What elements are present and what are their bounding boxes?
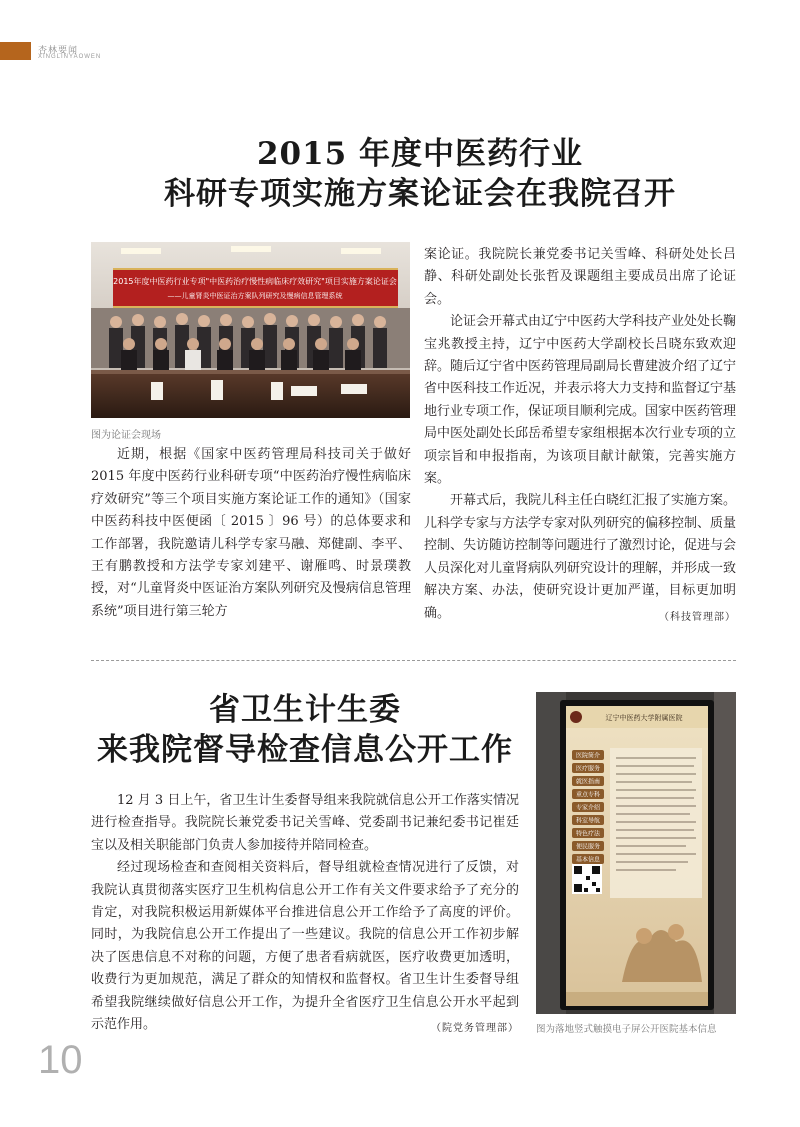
- photo-banner-text-2: ——儿童肾炎中医证治方案队列研究及慢病信息管理系统: [167, 292, 343, 300]
- kiosk-menu-label: 基本信息: [575, 856, 601, 864]
- article1-paragraph-1: 近期，根据《国家中医药管理局科技司关于做好 2015 年度中医药行业科研专项“中医药治疗慢性病临床疗效研究”等三个项目实施方案论证工作的通知》（国家中医药科技中医便函〔 2015 〕96 号）的总体要求和工作部署，我院邀请儿科学专家马融、郑健副、李平、王有鹏教授和方法学专家刘建平、谢雁鸣、时景璞教授，对“儿童肾炎中医证治方案队列研究及慢病信息管理系统”项目进行第三轮方: [91, 447, 411, 619]
- article2-title: [91, 690, 519, 770]
- kiosk-photo-illustration: [536, 692, 736, 1014]
- article1-photo: [91, 242, 410, 418]
- header-accent-bar: [0, 42, 31, 60]
- article2-signature: （院党务管理部）: [431, 1023, 519, 1035]
- article1-title-line1: 2015 年度中医药行业: [256, 136, 584, 172]
- article1-paragraph-3: [424, 490, 736, 624]
- kiosk-menu-label: 便民服务: [575, 843, 601, 851]
- article2-column: [91, 790, 519, 1040]
- article1-title-line2: 科研专项实施方案论证会在我院召开: [164, 176, 676, 212]
- article1-title: [100, 134, 740, 214]
- article2-paragraph-1: 12 月 3 日上午，省卫生计生委督导组来我院就信息公开工作落实情况进行检查指导。我院院长兼党委书记关雪峰、党委副书记兼纪委书记崔廷宝以及相关职能部门负责人参加接待并陪同检查。: [91, 793, 519, 853]
- article1-paragraph-1-cont: 案论证。我院院长兼党委书记关雪峰、科研处处长吕静、科研处副处长张哲及课题组主要成员出席了论证会。: [424, 247, 736, 307]
- kiosk-menu-label: 科室导航: [575, 817, 601, 825]
- photo-banner-text: 2015年度中医药行业专项"中医药治疗慢性病临床疗效研究"项目实施方案论证会: [113, 277, 397, 286]
- article1-paragraph-2: 论证会开幕式由辽宁中医药大学科技产业处处长鞠宝兆教授主持，辽宁中医药大学副校长吕晓东致欢迎辞。随后辽宁省中医药管理局副局长曹建波介绍了辽宁省中医科技工作近况，并表示将大力支持和监督辽宁基地行业专项工作，保证项目顺利完成。国家中医药管理局中医处副处长邱岳希望专家组根据本次行业专项的立项宗旨和申报指南，为该项目献计献策，完善实施方案。: [424, 314, 737, 487]
- kiosk-menu-label: 特色疗法: [575, 830, 601, 838]
- page-number: 10: [38, 1038, 83, 1082]
- article1-column-right: [424, 244, 736, 629]
- kiosk-screen-title: 辽宁中医药大学附属医院: [605, 714, 683, 722]
- section-title: 杏林要闻: [38, 45, 79, 55]
- article2-photo: [536, 692, 736, 1014]
- article2-title-line2: 来我院督导检查信息公开工作: [97, 732, 513, 768]
- article1-signature: （科技管理部）: [659, 611, 736, 623]
- article-divider: [91, 660, 736, 661]
- article1-column-left: [91, 444, 411, 623]
- kiosk-menu-label: 专家介绍: [575, 804, 601, 812]
- article1-paragraph-3-text: 开幕式后，我院儿科主任白晓红汇报了实施方案。儿科学专家与方法学专家对队列研究的偏移控制、质量控制、失访随访控制等问题进行了激烈讨论，促进与会人员深化对儿童肾病队列研究设计的理解，并形成一致解决方案、办法，使研究设计更加严谨，目标更加明确。: [424, 493, 737, 621]
- meeting-photo-illustration: [91, 242, 410, 418]
- kiosk-menu: [572, 750, 604, 864]
- kiosk-menu-label: 重点专科: [575, 791, 601, 799]
- kiosk-menu-label: 医疗服务: [575, 765, 601, 773]
- article1-photo-caption: 图为论证会现场: [91, 430, 161, 441]
- kiosk-menu-label: 就医指南: [575, 778, 601, 786]
- article2-paragraph-2-text: 经过现场检查和查阅相关资料后，督导组就检查情况进行了反馈，对我院认真贯彻落实医疗卫生机构信息公开工作有关文件要求给予了充分的肯定，对我院积极运用新媒体平台推进信息公开工作给予了高度的评价。同时，为我院信息公开工作提出了一些建议。我院的信息公开工作初步解决了医患信息不对称的问题，方便了患者看病就医，医疗收费更加透明，收费行为更加规范，满足了群众的知情权和监督权。省卫生计生委督导组希望我院继续做好信息公开工作，为提升全省医疗卫生信息公开水平起到示范作用。: [91, 860, 519, 1033]
- kiosk-menu-label: 医院简介: [575, 752, 601, 760]
- section-subtitle: XINGLINYAOWEN: [38, 54, 102, 60]
- article2-paragraph-2: [91, 857, 519, 1036]
- article2-photo-caption: 图为落地竖式触摸电子屏公开医院基本信息: [536, 1024, 717, 1035]
- article2-title-line1: 省卫生计生委: [209, 692, 401, 728]
